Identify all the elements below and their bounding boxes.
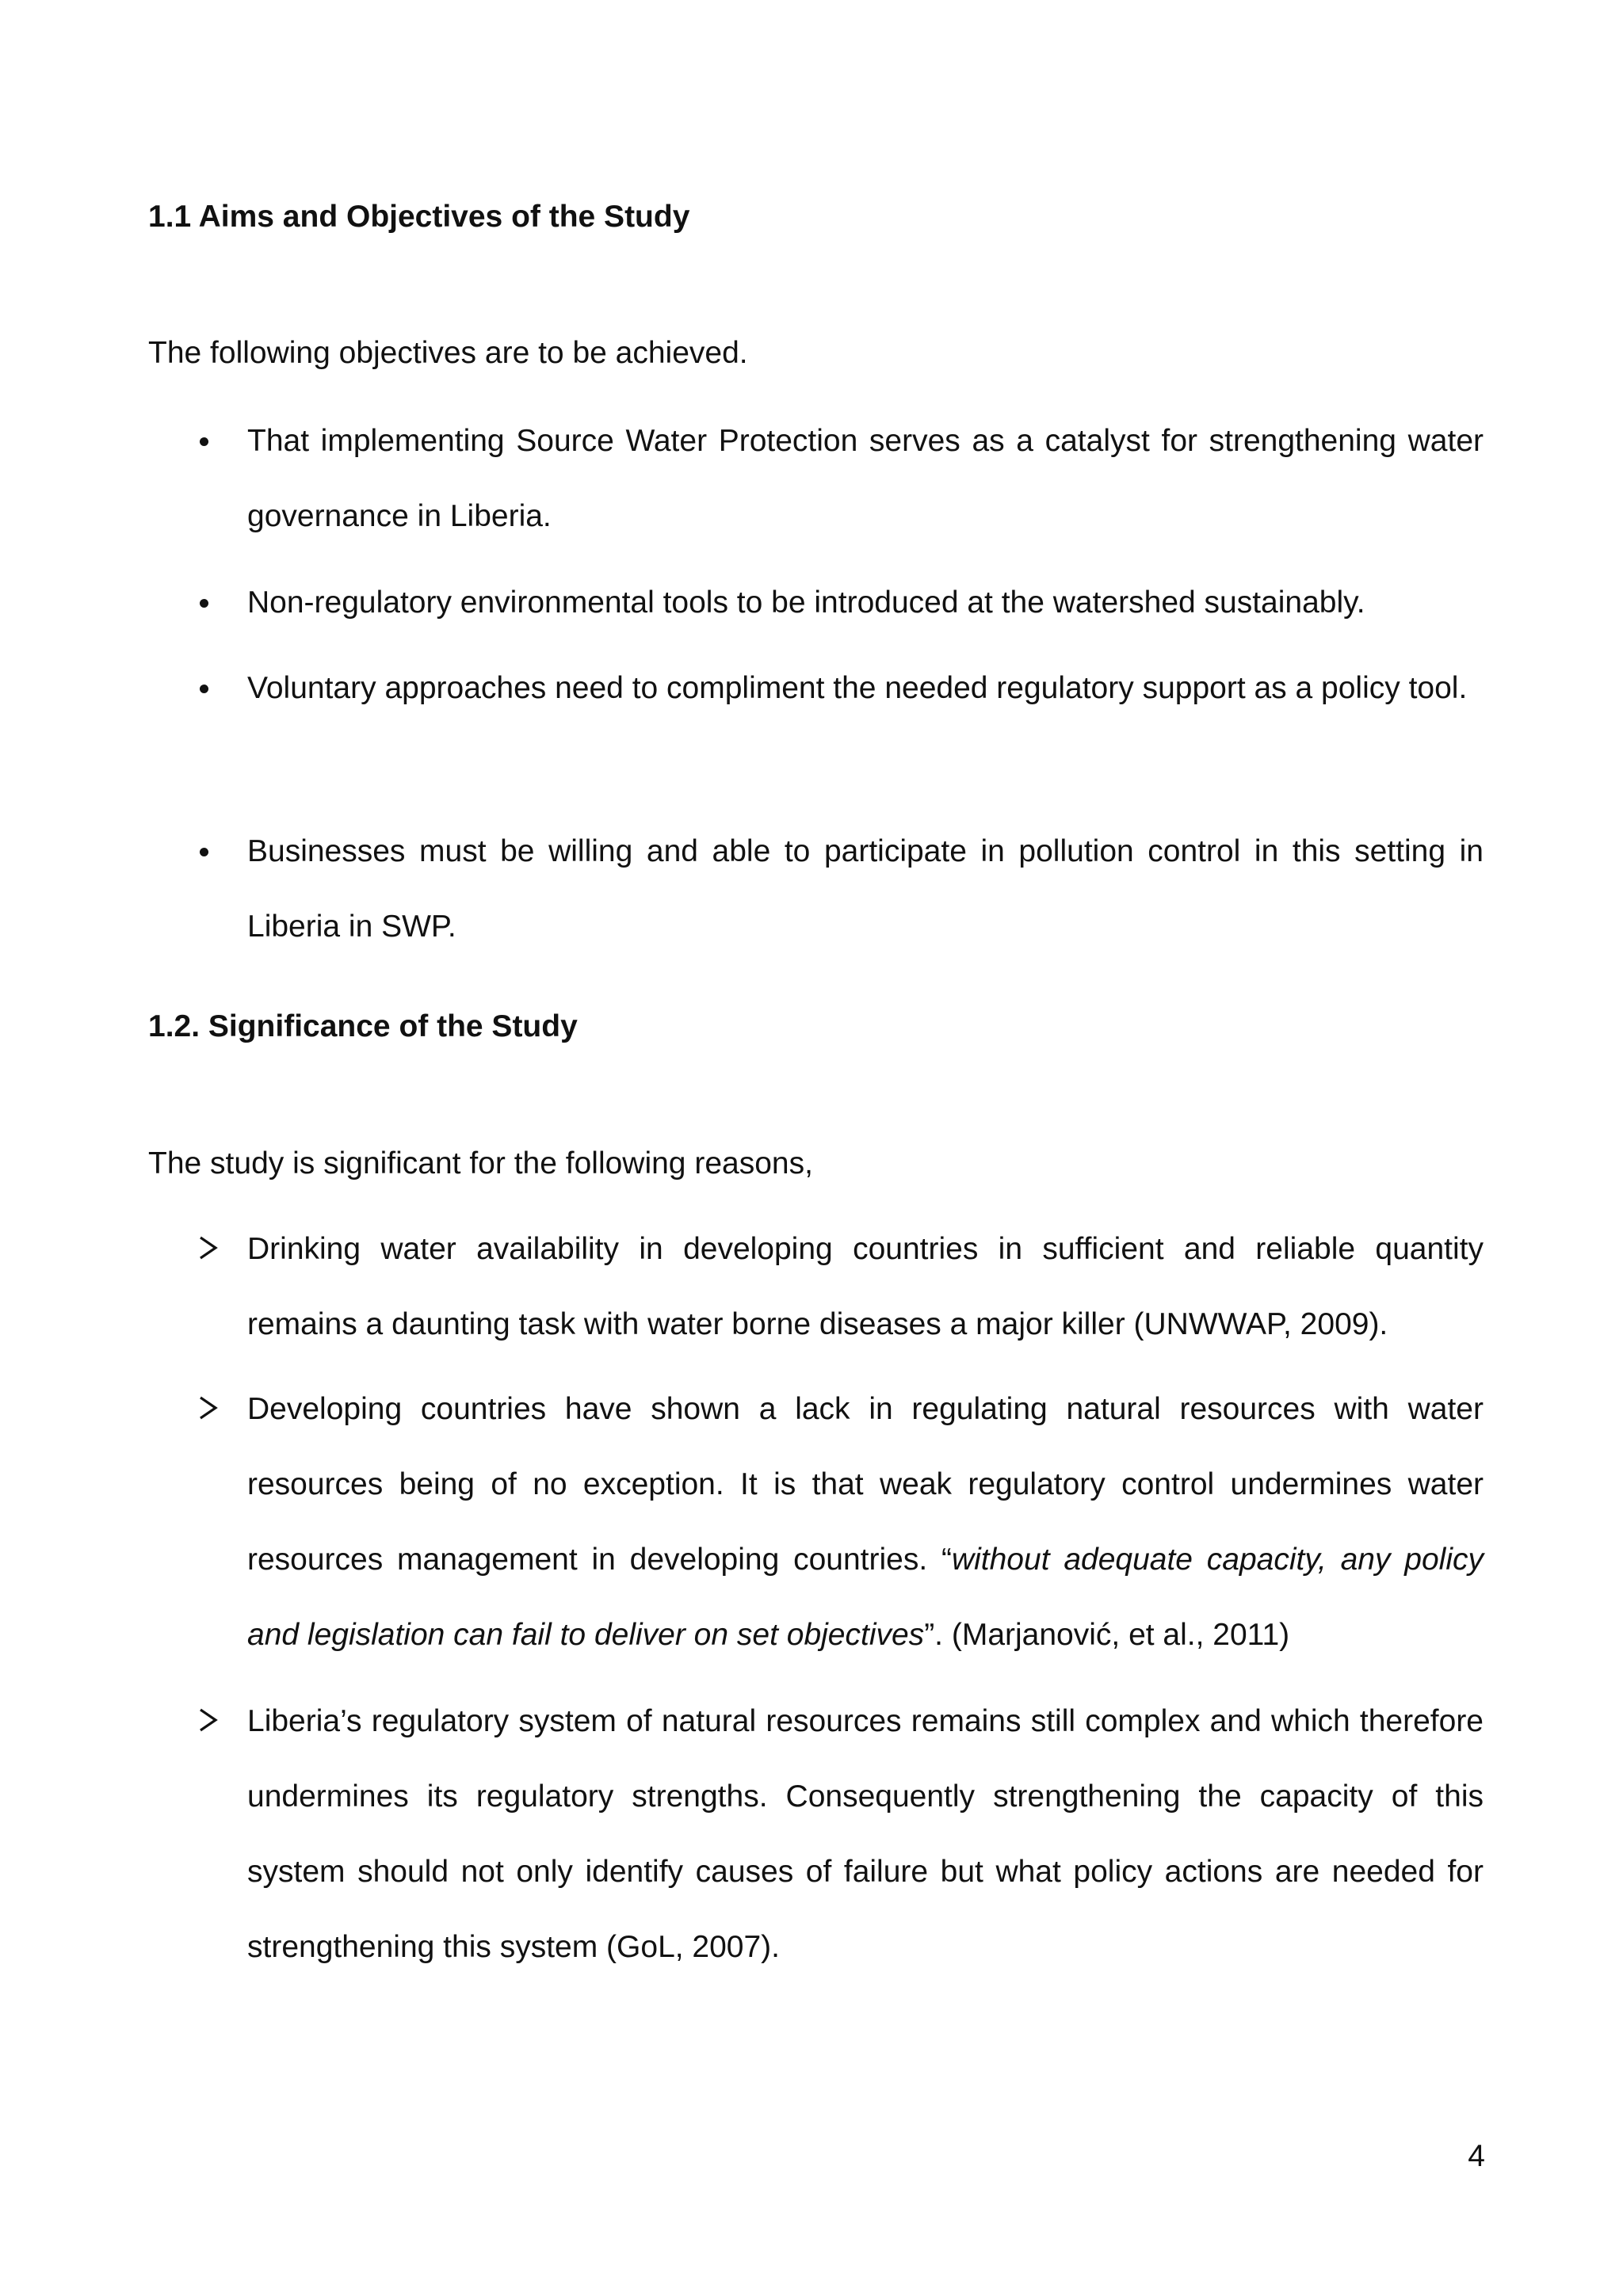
section-heading-aims: 1.1 Aims and Objectives of the Study xyxy=(148,200,690,234)
objective-item xyxy=(197,669,1484,726)
objective-item xyxy=(197,832,1484,964)
section-intro-significance: The study is significant for the following reasons, xyxy=(148,1146,813,1180)
reason-quote: without adequate capacity, any policy and legislation can fail to deliver on set objectives xyxy=(247,1543,1484,1652)
objective-text: That implementing Source Water Protection serves as a catalyst for strengthening water governance in Liberia. xyxy=(247,424,1484,533)
objective-text: Non-regulatory environmental tools to be introduced at the watershed sustainably. xyxy=(247,585,1365,620)
section-heading-significance: 1.2. Significance of the Study xyxy=(148,1009,578,1043)
reason-item xyxy=(197,1230,1484,1362)
reason-item xyxy=(197,1702,1484,1985)
objective-item xyxy=(197,583,1484,640)
reason-text: Liberia’s regulatory system of natural resources remains still complex and which therefore undermines its regulatory strengths. Consequently strengthening the capacity of this system should not only identify causes of failure but what policy actions are needed for strengthening this system (GoL, 2007). xyxy=(247,1704,1484,1964)
reason-text xyxy=(247,1371,1484,1672)
section-intro-aims: The following objectives are to be achieved. xyxy=(148,336,748,370)
reason-citation: ”. (Marjanović, et al., 2011) xyxy=(924,1618,1290,1652)
reason-item xyxy=(197,1390,1484,1672)
objective-text: Businesses must be willing and able to participate in pollution control in this setting in Liberia in SWP. xyxy=(247,834,1484,944)
page-number: 4 xyxy=(1468,2139,1485,2173)
reason-text: Drinking water availability in developing countries in sufficient and reliable quantity remains a daunting task with water borne diseases a major killer (UNWWAP, 2009). xyxy=(247,1232,1484,1341)
objective-text: Voluntary approaches need to compliment the needed regulatory support as a policy tool. xyxy=(247,671,1468,705)
reason-text-lead: Developing countries have shown a lack in regulating natural resources with water resources being of no exception. It is that weak regulatory control undermines water resources management in developing countries. “ xyxy=(247,1392,1484,1577)
objective-item xyxy=(197,421,1484,554)
